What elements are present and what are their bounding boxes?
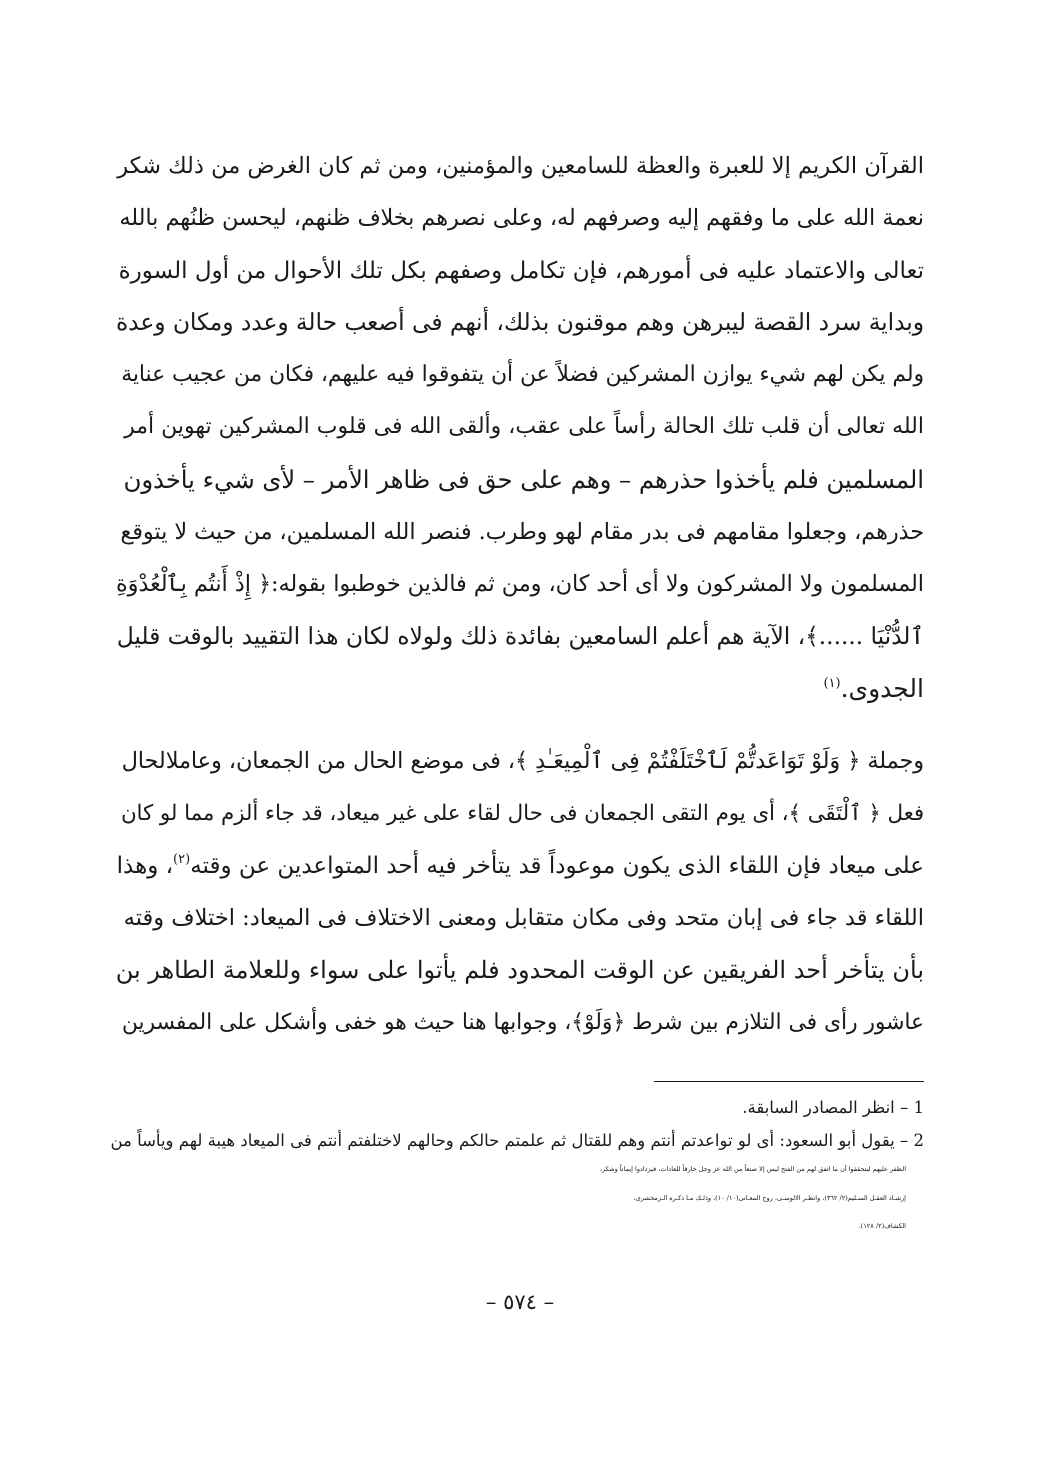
text-line: اللقاء قد جاء فى إبان متحد وفى مكان متقابل ومعنى الاختلاف فى الميعاد: اختلاف وقته xyxy=(123,905,924,932)
text-line: ٱلدُّنْيَا ......﴾، الآية هم أعلم السامعين بفائدة ذلك ولولاه لكان هذا التقييد بالوقت قليل xyxy=(116,622,924,650)
text-line: المسلمين فلم يأخذوا حذرهم – وهم على حق فى ظاهر الأمر – لأى شيء يأخذون xyxy=(123,464,924,494)
text-line: ولم يكن لهم شيء يوازن المشركين فضلاً عن أن يتفوقوا فيه عليهم، فكان من عجيب عناية xyxy=(121,362,924,388)
footnote-first-line xyxy=(110,1131,924,1150)
paragraph-2 xyxy=(116,735,924,1049)
text-line: بأن يتأخر أحد الفريقين عن الوقت المحدود فلم يأتوا على سواء وللعلامة الطاهر بن xyxy=(115,956,924,985)
page-number: – ٥٧٤ – xyxy=(485,1290,555,1314)
footnote-marker-1: (١) xyxy=(823,675,841,691)
footnote-number: 1 xyxy=(913,1098,924,1117)
text-line-last xyxy=(116,663,924,715)
main-text xyxy=(116,140,924,1049)
text-line: نعمة الله على ما وفقهم إليه وصرفهم له، وعلى نصرهم بخلاف ظنهم، ليحسن ظنُهم بالله xyxy=(119,205,924,232)
footnote-2 xyxy=(110,1127,924,1241)
text-line: فعل ﴿ ٱلْتَقَى ﴾، أى يوم التقى الجمعان فى حال لقاء على غير ميعاد، قد جاء ألزم مما لو كان xyxy=(120,800,924,826)
text-line: القرآن الكريم إلا للعبرة والعظة للسامعين والمؤمنين، ومن ثم كان الغرض من ذلك شكر xyxy=(117,153,924,179)
text-line: تعالى والاعتماد عليه فى أمورهم، فإن تكامل وصفهم بكل تلك الأحوال من أول السورة xyxy=(118,257,924,284)
text-line: عاشور رأى فى التلازم بين شرط ﴿وَلَوْ﴾، وجوابها هنا حيث هو خفى وأشكل على المفسرين xyxy=(121,1009,924,1035)
text-fragment: ، وهذا xyxy=(116,852,174,879)
footnote-1 xyxy=(116,1094,924,1123)
footnote-marker-2: (٢) xyxy=(173,851,191,867)
text-fragment: الجدوى. xyxy=(840,673,924,703)
footnote-text: – يقول أبو السعود: أى لو تواعدتم أنتم وهم للقتال ثم علمتم حالكم وحالهم لاختلفتم أنتم فى الميعاد هيبة لهم ويأساً من xyxy=(110,1130,909,1150)
footnote-separator xyxy=(654,1081,924,1082)
text-line-with-marker xyxy=(116,840,924,892)
text-line: وبداية سرد القصة ليبرهن وهم موقنون بذلك، أنهم فى أصعب حالة وعدد ومكان وعدة xyxy=(115,308,924,336)
paragraph-1 xyxy=(116,140,924,715)
text-line: الله تعالى أن قلب تلك الحالة رأساً على عقب، وألقى الله فى قلوب المشركين تهوين أمر xyxy=(124,414,924,440)
footnote-text: – انظر المصادر السابقة. xyxy=(742,1098,909,1117)
footnote-continuation: الكشاف(٢/ ١٢٨). xyxy=(858,1222,906,1230)
footnote-continuation: الظفر عليهم ليتحققوا أن ما اتفق لهم من الفتح ليس إلا صنعاً من الله عز وجل خارقاً للعادات، فيزدادوا إيماناً وشكر، xyxy=(599,1165,906,1173)
text-fragment: على ميعاد فإن اللقاء الذى يكون موعوداً قد يتأخر فيه أحد المتواعدين عن وقته xyxy=(190,852,924,879)
text-line: المسلمون ولا المشركون ولا أى أحد كان، ومن ثم فالذين خوطبوا بقوله:﴿ إِذْ أَنتُم بِٱلْعُدْوَةِ xyxy=(115,571,924,598)
footnote-first-line xyxy=(742,1098,924,1117)
footnotes xyxy=(110,1094,924,1245)
footnote-continuation: إرشـاد العقـل السـليم(٢/ ٣٦٢)، وانظـر الالوسـى، روح المعـانى(١٠/ ١٠)، وذلـك مـا ذكـره الـزمخشرى، xyxy=(633,1193,906,1202)
text-line: وجملة ﴿ وَلَوْ تَوَاعَدتُّمْ لَٱخْتَلَفْتُمْ فِى ٱلْمِيعَـٰدِ ﴾، فى موضع الحال من الجمعان، وعاملالحال xyxy=(121,748,924,775)
text-line: حذرهم، وجعلوا مقامهم فى بدر مقام لهو وطرب. فنصر الله المسلمين، من حيث لا يتوقع xyxy=(120,519,924,546)
footnote-number: 2 xyxy=(913,1130,924,1150)
